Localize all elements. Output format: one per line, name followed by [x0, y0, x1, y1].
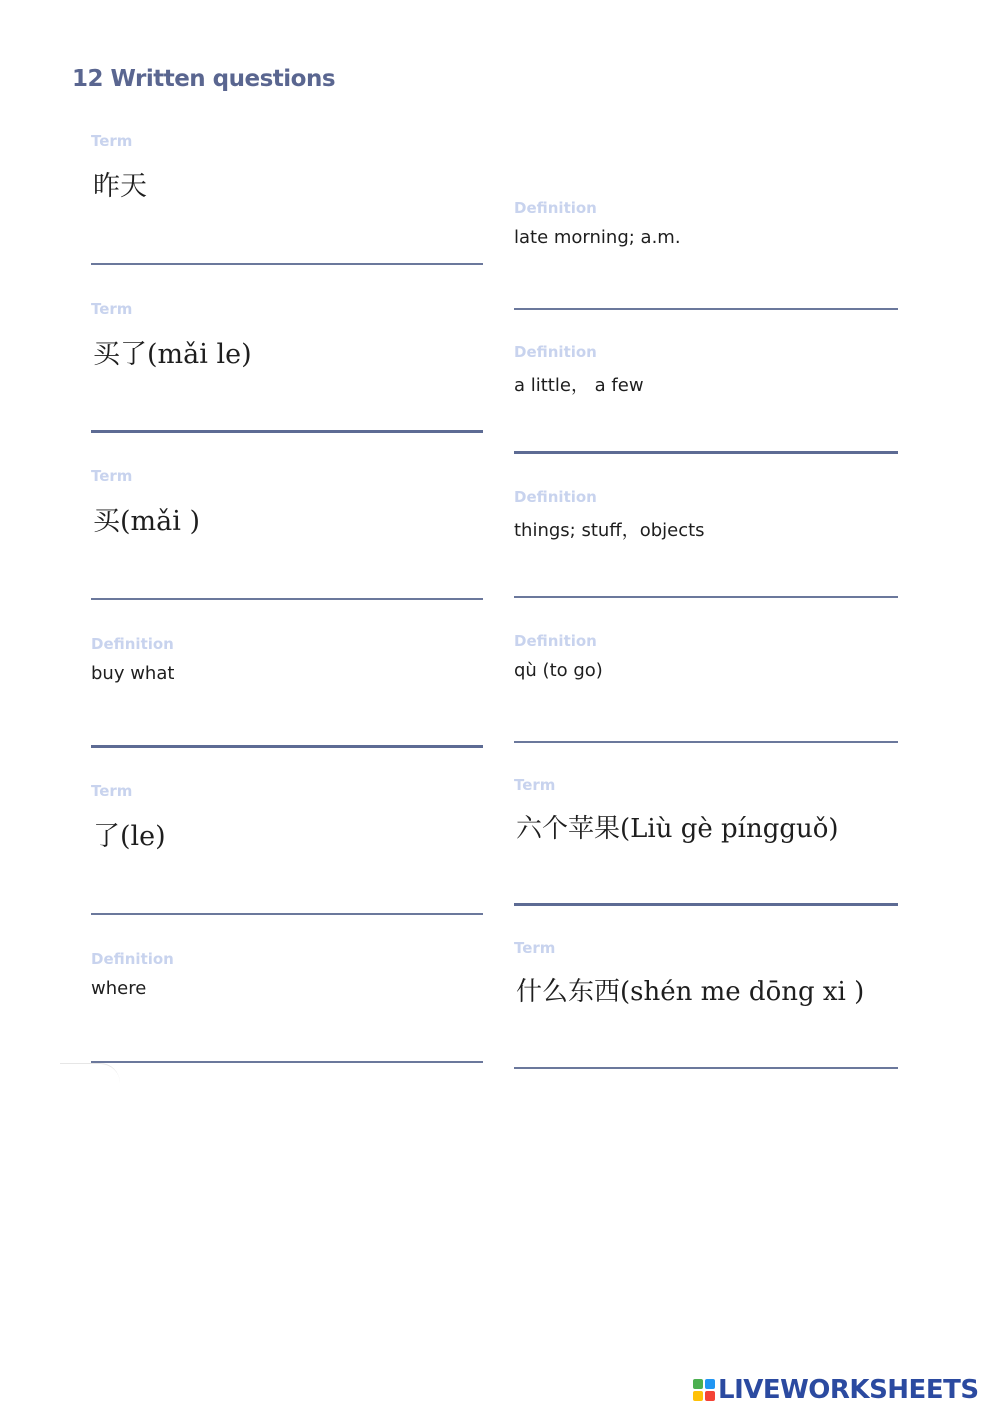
term-label: Term — [514, 939, 556, 957]
logo-icon — [693, 1379, 715, 1401]
logo-square-red — [705, 1391, 715, 1401]
question-card-term — [91, 130, 483, 270]
question-card-definition — [514, 486, 906, 606]
term-text: 买(mǎi ) — [93, 506, 200, 537]
scan-artifact — [60, 1063, 120, 1084]
question-card-term — [91, 780, 483, 920]
definition-label: Definition — [514, 199, 597, 217]
term-text: 六个苹果(Liù gè píngguǒ) — [516, 814, 839, 844]
definition-label: Definition — [514, 343, 597, 361]
question-card-term — [514, 937, 906, 1077]
logo-square-yellow — [693, 1391, 703, 1401]
answer-input[interactable] — [514, 1067, 898, 1069]
term-label: Term — [91, 467, 133, 485]
definition-text: a little， a few — [514, 375, 644, 396]
term-text: 昨天 — [93, 171, 147, 202]
question-card-definition — [514, 341, 906, 461]
page-title: 12 Written questions — [72, 66, 336, 92]
definition-text: things; stuff，objects — [514, 520, 705, 541]
definition-text: buy what — [91, 663, 175, 684]
answer-input[interactable] — [91, 745, 483, 748]
term-text: 买了(mǎi le) — [93, 339, 252, 370]
term-label: Term — [91, 132, 133, 150]
answer-input[interactable] — [91, 263, 483, 265]
answer-input[interactable] — [91, 430, 483, 433]
definition-text: late morning; a.m. — [514, 227, 681, 248]
answer-input[interactable] — [514, 596, 898, 598]
question-card-definition — [91, 633, 483, 753]
term-text: 什么东西(shén me dōng xi ) — [516, 977, 865, 1007]
question-card-term — [91, 298, 483, 438]
term-label: Term — [514, 776, 556, 794]
answer-input[interactable] — [91, 913, 483, 915]
question-card-term — [514, 774, 906, 914]
definition-text: where — [91, 978, 147, 999]
term-label: Term — [91, 300, 133, 318]
logo-text: LIVEWORKSHEETS — [718, 1375, 979, 1405]
liveworksheets-logo — [693, 1375, 979, 1405]
answer-input[interactable] — [514, 308, 898, 310]
logo-square-green — [693, 1379, 703, 1389]
definition-label: Definition — [514, 632, 597, 650]
answer-input[interactable] — [514, 903, 898, 906]
definition-label: Definition — [91, 950, 174, 968]
question-card-definition — [91, 948, 483, 1068]
question-card-definition — [514, 630, 906, 750]
term-text: 了(le) — [93, 821, 166, 852]
definition-text: qù (to go) — [514, 660, 603, 681]
answer-input[interactable] — [514, 741, 898, 743]
question-card-term — [91, 465, 483, 605]
question-card-definition — [514, 197, 906, 317]
logo-square-blue — [705, 1379, 715, 1389]
answer-input[interactable] — [514, 451, 898, 454]
definition-label: Definition — [514, 488, 597, 506]
term-label: Term — [91, 782, 133, 800]
definition-label: Definition — [91, 635, 174, 653]
answer-input[interactable] — [91, 1061, 483, 1063]
answer-input[interactable] — [91, 598, 483, 600]
